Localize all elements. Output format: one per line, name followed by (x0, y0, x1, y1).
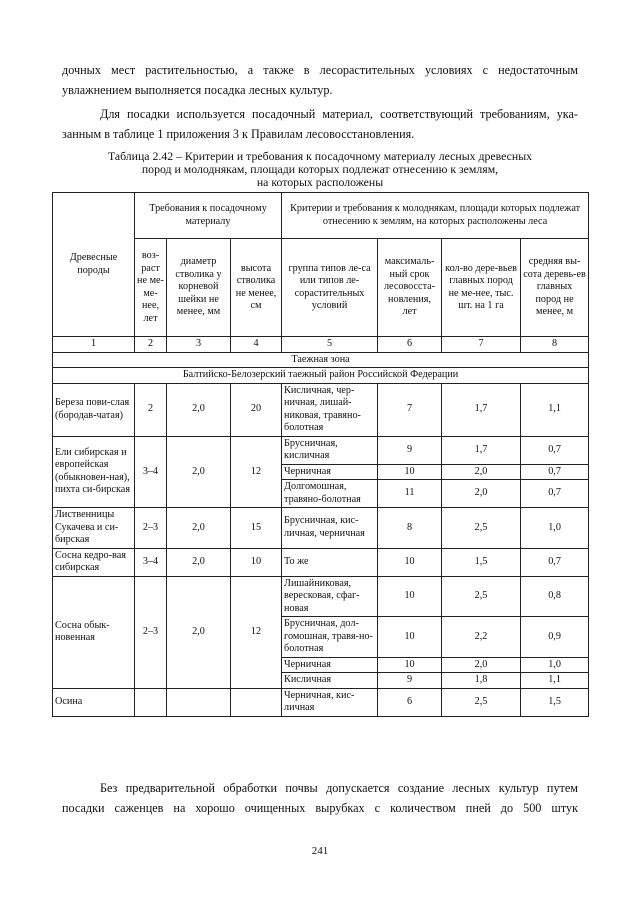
cell-tree-count: 2,0 (442, 464, 521, 480)
cell-tree-count: 1,8 (442, 673, 521, 689)
cell-max-term: 10 (378, 657, 442, 673)
column-number: 3 (167, 337, 231, 353)
cell-avg-height: 0,7 (521, 548, 589, 576)
criteria-table (52, 192, 589, 717)
cell-diameter: 2,0 (167, 576, 231, 688)
cell-max-term: 9 (378, 436, 442, 464)
cell-tree-count: 2,5 (442, 508, 521, 549)
cell-avg-height: 1,1 (521, 673, 589, 689)
cell-forest-type: Лишайниковая, вересковая, сфаг-новая (282, 576, 378, 617)
paragraph-planting (62, 104, 578, 144)
table-row (53, 548, 589, 576)
header-max-term: максималь-ный срок лесовосста-новления, лет (378, 239, 442, 337)
cell-tree-count: 2,0 (442, 657, 521, 673)
cell-height: 20 (231, 383, 282, 436)
cell-max-term: 10 (378, 548, 442, 576)
cell-max-term: 7 (378, 383, 442, 436)
cell-tree-count: 2,5 (442, 576, 521, 617)
paragraph-line: Без предварительной обработки почвы допускается создание лесных культур путем (100, 781, 578, 795)
cell-forest-type: Брусничная, дол-гомошная, травя-но-болотная (282, 617, 378, 658)
cell-age: 3–4 (135, 436, 167, 508)
cell-age (135, 688, 167, 716)
cell-avg-height: 1,0 (521, 657, 589, 673)
table-row (53, 436, 589, 464)
cell-max-term: 6 (378, 688, 442, 716)
paragraph-line: Для посадки используется посадочный материал, соответствующий требованиям, ука- (100, 107, 578, 121)
column-number: 5 (282, 337, 378, 353)
cell-diameter: 2,0 (167, 508, 231, 549)
caption-line: на которых расположены (256, 175, 384, 189)
cell-species: Береза пови-слая (бородав-чатая) (53, 383, 135, 436)
column-number: 1 (53, 337, 135, 353)
page-number: 241 (311, 845, 329, 857)
header-avg-height: средняя вы-сота деревь-ев главных пород не менее, м (521, 239, 589, 337)
cell-height: 10 (231, 548, 282, 576)
table-caption (62, 150, 578, 189)
cell-age: 2–3 (135, 576, 167, 688)
cell-max-term: 10 (378, 464, 442, 480)
column-number: 6 (378, 337, 442, 353)
paragraph-line: дочных мест растительностью, а также в лесорастительных условиях с недостаточным (62, 63, 578, 77)
cell-tree-count: 1,7 (442, 436, 521, 464)
column-number: 2 (135, 337, 167, 353)
column-number: 4 (231, 337, 282, 353)
column-number: 8 (521, 337, 589, 353)
zone-row: Таежная зона (53, 352, 589, 368)
header-tree-count: кол-во дере-вьев главных пород не ме-нее, тыс. шт. на 1 га (442, 239, 521, 337)
header-planting-requirements: Требования к посадочному материалу (135, 193, 282, 239)
cell-max-term: 8 (378, 508, 442, 549)
cell-species: Ели сибирская и европейская (обыкновен-ная), пихта си-бирская (53, 436, 135, 508)
cell-avg-height: 1,0 (521, 508, 589, 549)
cell-tree-count: 2,0 (442, 480, 521, 508)
table-row (53, 383, 589, 436)
cell-tree-count: 1,7 (442, 383, 521, 436)
cell-diameter: 2,0 (167, 383, 231, 436)
cell-diameter: 2,0 (167, 548, 231, 576)
paragraph-line: увлажнением выполняется посадка лесных культур. (62, 83, 333, 97)
cell-tree-count: 1,5 (442, 548, 521, 576)
cell-diameter: 2,0 (167, 436, 231, 508)
cell-height: 12 (231, 436, 282, 508)
paragraph-line: занным в таблице 1 приложения 3 к Правилам лесовосстановления. (62, 127, 415, 141)
header-height: высота стволика не менее, см (231, 239, 282, 337)
cell-species: Осина (53, 688, 135, 716)
cell-diameter (167, 688, 231, 716)
paragraph-top (62, 60, 578, 100)
cell-forest-type: Черничная, кис-личная (282, 688, 378, 716)
cell-age: 2–3 (135, 508, 167, 549)
paragraph-line: посадки саженцев на хорошо очищенных вырубках с количеством пней до 500 штук (62, 801, 578, 815)
table-row (53, 508, 589, 549)
cell-max-term: 11 (378, 480, 442, 508)
column-number: 7 (442, 337, 521, 353)
cell-tree-count: 2,2 (442, 617, 521, 658)
district-row: Балтийско-Белозерский таежный район Российской Федерации (53, 368, 589, 384)
caption-line: Таблица 2.42 – Критерии и требования к посадочному материалу лесных древесных (107, 149, 533, 163)
header-diameter: диаметр стволика у корневой шейки не менее, мм (167, 239, 231, 337)
cell-species: Лиственницы Сукачева и си-бирская (53, 508, 135, 549)
cell-avg-height: 1,5 (521, 688, 589, 716)
cell-avg-height: 0,8 (521, 576, 589, 617)
cell-age: 3–4 (135, 548, 167, 576)
cell-forest-type: Черничная (282, 464, 378, 480)
table-row (53, 688, 589, 716)
cell-forest-type: Черничная (282, 657, 378, 673)
cell-height (231, 688, 282, 716)
paragraph-bottom (62, 778, 578, 818)
cell-forest-type: Брусничная, кисличная (282, 436, 378, 464)
cell-tree-count: 2,5 (442, 688, 521, 716)
cell-max-term: 10 (378, 617, 442, 658)
cell-avg-height: 0,9 (521, 617, 589, 658)
cell-max-term: 10 (378, 576, 442, 617)
caption-line: пород и молоднякам, площади которых подлежат отнесению к землям, (141, 162, 499, 176)
header-forest-type: группа типов ле-са или типов ле-сорастительных условий (282, 239, 378, 337)
cell-avg-height: 0,7 (521, 436, 589, 464)
cell-avg-height: 0,7 (521, 480, 589, 508)
cell-avg-height: 1,1 (521, 383, 589, 436)
cell-species: Сосна обык-новенная (53, 576, 135, 688)
cell-forest-type: Брусничная, кис-личная, черничная (282, 508, 378, 549)
cell-age: 2 (135, 383, 167, 436)
cell-forest-type: Долгомошная, травяно-болотная (282, 480, 378, 508)
header-young-stand-criteria: Критерии и требования к молоднякам, площади которых подлежат отнесению к землям, на которых расположены леса (282, 193, 589, 239)
cell-species: Сосна кедро-вая сибирская (53, 548, 135, 576)
header-age: воз-раст не ме-ме-нее, лет (135, 239, 167, 337)
header-species: Древесные породы (53, 193, 135, 337)
cell-height: 15 (231, 508, 282, 549)
cell-forest-type: Кисличная, чер-ничная, лишай-никовая, травяно-болотная (282, 383, 378, 436)
cell-height: 12 (231, 576, 282, 688)
cell-forest-type: Кисличная (282, 673, 378, 689)
cell-forest-type: То же (282, 548, 378, 576)
table-row (53, 576, 589, 617)
cell-max-term: 9 (378, 673, 442, 689)
cell-avg-height: 0,7 (521, 464, 589, 480)
